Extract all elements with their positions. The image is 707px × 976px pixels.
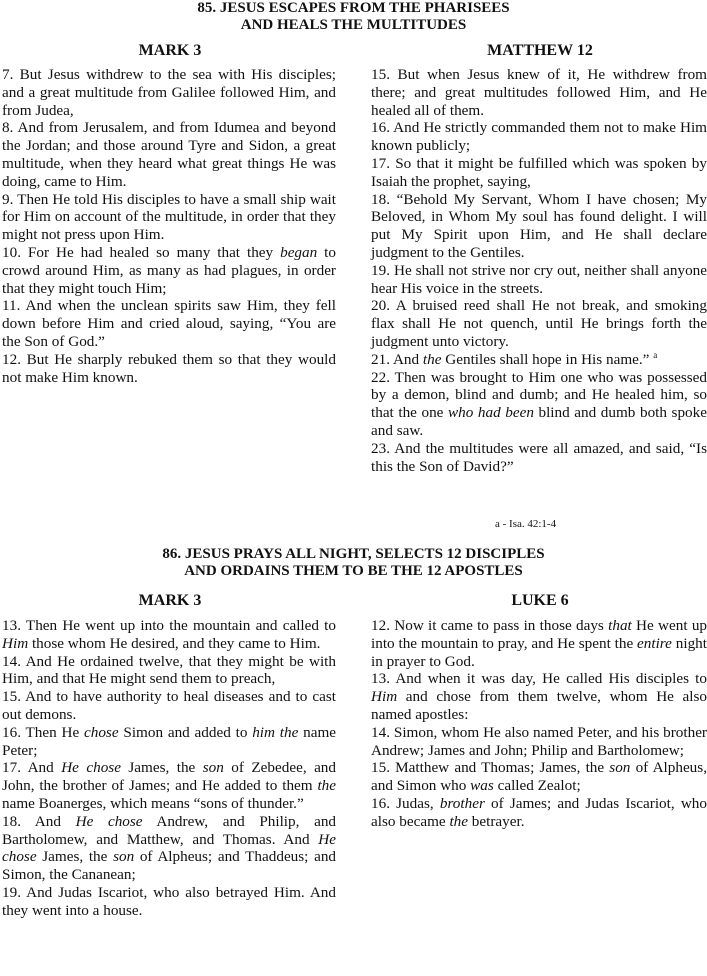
verse: 8. And from Jerusalem, and from Idumea and beyond the Jordan; and those around Tyre and Sidon, a great multitude, when they heard what great things He was doing, came to Him.	[2, 119, 336, 190]
verse: 10. For He had healed so many that they began to crowd around Him, as many as had plagues, in order that they might touch Him;	[2, 243, 336, 297]
verse: 22. Then was brought to Him one who was possessed by a demon, blind and dumb; and He healed him, so that the one who had been blind and dumb both spoke and saw.	[371, 368, 707, 439]
section-85-left-heading: MARK 3	[138, 42, 202, 59]
section-85-title-line2: AND HEALS THE MULTITUDES	[240, 17, 467, 33]
verse: 17. So that it might be fulfilled which was spoken by Isaiah the prophet, saying,	[371, 154, 707, 190]
section-85-title	[0, 0, 707, 34]
verse: 11. And when the unclean spirits saw Him, they fell down before Him and cried aloud, saying, “You are the Son of God.”	[2, 297, 336, 350]
section-85-right-column	[371, 66, 707, 475]
verse: 7. But Jesus withdrew to the sea with His disciples; and a great multitude from Galilee followed Him, and from Judea,	[2, 66, 336, 119]
section-86-title-line2: AND ORDAINS THEM TO BE THE 12 APOSTLES	[184, 563, 523, 579]
verse: 16. Judas, brother of James; and Judas Iscariot, who also became the betrayer.	[371, 794, 707, 830]
verse: 9. Then He told His disciples to have a small ship wait for Him on account of the multitude, in order that they might not press upon Him.	[2, 190, 336, 244]
section-85-footnote: a - Isa. 42:1-4	[495, 518, 557, 530]
verse: 15. Matthew and Thomas; James, the son of Alpheus, and Simon who was called Zealot;	[371, 759, 707, 795]
section-86-right-heading: LUKE 6	[511, 592, 569, 609]
section-86-left-column	[2, 617, 336, 920]
section-86-right-column	[371, 617, 707, 831]
verse: 17. And He chose James, the son of Zebedee, and John, the brother of James; and He added to them the name Boanerges, which means “sons of thunder.”	[2, 759, 336, 812]
verse: 14. And He ordained twelve, that they might be with Him, and that He might send them to preach,	[2, 652, 336, 688]
section-85-left-column	[2, 66, 336, 386]
verse: 12. But He sharply rebuked them so that they would not make Him known.	[2, 350, 336, 386]
verse: 23. And the multitudes were all amazed, and said, “Is this the Son of David?”	[371, 439, 707, 475]
verse: 16. And He strictly commanded them not to make Him known publicly;	[371, 119, 707, 155]
section-86-title	[0, 546, 707, 580]
verse: 19. He shall not strive nor cry out, neither shall anyone hear His voice in the streets.	[371, 261, 707, 297]
verse: 16. Then He chose Simon and added to him the name Peter;	[2, 723, 337, 759]
section-86-title-line1: 86. JESUS PRAYS ALL NIGHT, SELECTS 12 DISCIPLES	[162, 546, 545, 562]
verse: 12. Now it came to pass in those days that He went up into the mountain to pray, and He spent the entire night in prayer to God.	[371, 617, 707, 670]
verse: 14. Simon, whom He also named Peter, and his brother Andrew; James and John; Philip and Bartholomew;	[371, 723, 707, 759]
verse: 21. And the Gentiles shall hope in His name.” $^a$	[371, 349, 658, 368]
verse: 13. Then He went up into the mountain and called to Him those whom He desired, and they came to Him.	[2, 617, 336, 652]
verse: 20. A bruised reed shall He not break, and smoking flax shall He not quench, until He brings forth the judgment unto victory.	[371, 297, 707, 350]
section-85-title-line1: 85. JESUS ESCAPES FROM THE PHARISEES	[197, 0, 510, 16]
verse: 18. “Behold My Servant, Whom I have chosen; My Beloved, in Whom My soul has found delight. I will put My Spirit upon Him, and He shall declare judgment to the Gentiles.	[371, 190, 707, 261]
verse: 18. And He chose Andrew, and Philip, and Bartholomew, and Matthew, and Thomas. And He chose James, the son of Alpheus; and Thaddeus; and Simon, the Cananean;	[2, 812, 337, 884]
verse: 15. And to have authority to heal diseases and to cast out demons.	[2, 688, 336, 723]
section-85-right-heading: MATTHEW 12	[487, 42, 593, 59]
verse: 13. And when it was day, He called His disciples to Him and chose from them twelve, whom He also named apostles:	[371, 670, 707, 723]
section-86-left-heading: MARK 3	[138, 592, 202, 609]
verse: 19. And Judas Iscariot, who also betrayed Him. And they went into a house.	[2, 883, 336, 919]
verse: 15. But when Jesus knew of it, He withdrew from there; and great multitudes followed Him, and He healed all of them.	[371, 66, 707, 119]
